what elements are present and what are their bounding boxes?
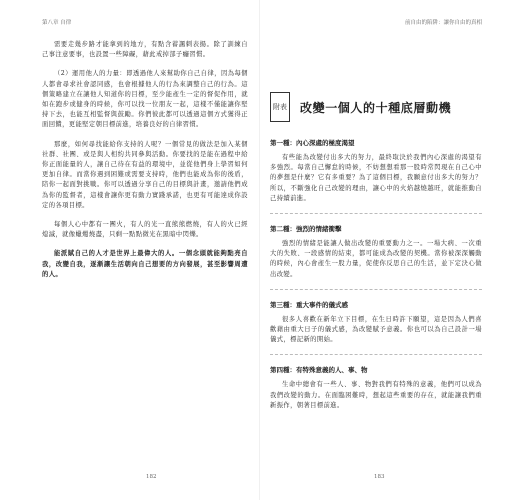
section-divider <box>270 289 482 290</box>
left-paragraph-3: 那麼，如何尋找能給你支持的人呢？一個常見的做法是加入某個社群、社團、或是與人相約共同參與活動。你要找的是能在過程中給你正面能量的人，讓自己待在有益的環境中，並從他們身上學習如何更加自律。而當你遇到困難或需要支持時，他們也能成為你的後盾，陪你一起面對挑戰。你可以透過分享自己的目標與計畫，邀請他們成為你的監督者，這樣會讓你更有動力實踐承諾，也更有可能達成你設定的各項目標。 <box>42 140 248 209</box>
left-paragraph-4: 每個人心中都有一團火，有人的光一直熊熊燃燒，有人的火已經熄滅，就像蠟燭燒盡，只剩一點點微光在黑暗中閃爍。 <box>42 221 248 239</box>
left-paragraph-1: 需要走幾步路才能拿到的地方，有點含蓄諷刺表揚。除了訓練自己事注意要事，也設置一些障礙，藉此戒掉部子癮習慣。 <box>42 41 248 59</box>
left-page <box>42 40 248 470</box>
appendix-title: 改變一個人的十種底層動機 <box>300 100 452 115</box>
section-2 <box>270 224 482 280</box>
running-header-left: 第八章 自律 <box>42 20 72 26</box>
left-paragraph-5: 能派賦自己的人才是世界上最偉大的人。一個念頭就能夠點亮自我，改變自我，逐漸讓生活朝向自己想要的方向發展，甚至影響周遭的人。 <box>42 250 248 278</box>
section-body: 很多人喜歡在新年立下目標，在生日時許下願望，這是因為人們喜歡藉由重大日子的儀式感，為改變賦予意義。你也可以為自己設計一場儀式，標記新的開始。 <box>270 315 482 344</box>
section-3 <box>270 300 482 346</box>
section-1 <box>270 138 482 204</box>
section-divider <box>270 354 482 355</box>
appendix-title-row <box>270 92 482 122</box>
running-header-right: 前自由的陷阱：讓你自由的真相 <box>404 20 482 26</box>
section-body: 有些能為改變付出多大的努力，最終取決於我們內心深處的渴望有多強烈。每當自己懈怠的時候，不妨想想看那一股時常閃現在自己心中的夢想是什麼？它有多重要？為了這個目標，我願意付出多大的努力？所以，不斷強化自己改變的理由，讓心中的火焰越燒越旺，就能推動自己持續前進。 <box>270 154 482 202</box>
section-heading: 第四種：有特殊意義的人、事、物 <box>270 366 368 375</box>
page-number-left: 182 <box>146 474 157 480</box>
section-body: 強烈的情緒是能讓人做出改變的重要動力之一。一場大病、一次重大的失敗、一段感情的結束，都可能成為改變的契機。當你被深深觸動的時候，內心會產生一股力量，促使你反思自己的生活，並下定決心做出改變。 <box>270 240 482 278</box>
appendix-tag-label: 附表 <box>273 102 287 111</box>
section-divider <box>270 213 482 214</box>
right-page <box>270 40 482 470</box>
section-4 <box>270 365 482 411</box>
section-heading: 第三種：重大事件的儀式感 <box>270 300 348 309</box>
section-heading: 第二種：強烈的情緒衝擊 <box>270 225 342 234</box>
left-paragraph-2: （2）運用他人的力量：即透過他人來幫助你自己自律，因為每個人都會尋求社會認同感，也會根據他人的行為來調整自己的行為。這個策略建立在讓他人知道你的目標，至少能產生一定的督促作用，就如在跑步或健身的時候，你可以找一位朋友一起，這樣不僅能讓你堅持下去，也能互相監督與鼓勵。你們彼此都可以透過這個方式獲得正面回饋，更能堅定朝目標前進，培養良好的自律習慣。 <box>42 70 248 129</box>
section-heading: 第一種：內心深處的極度渴望 <box>270 139 355 147</box>
section-body: 生命中總會有一些人、事、物對我們有特殊的意義，他們可以成為我們改變的動力。在面臨困難時，想起這些重要的存在，就能讓我們重新振作，朝著目標前進。 <box>270 381 482 409</box>
appendix-tag <box>270 92 290 122</box>
page-number-right: 183 <box>374 474 385 480</box>
book-gutter <box>259 0 260 500</box>
